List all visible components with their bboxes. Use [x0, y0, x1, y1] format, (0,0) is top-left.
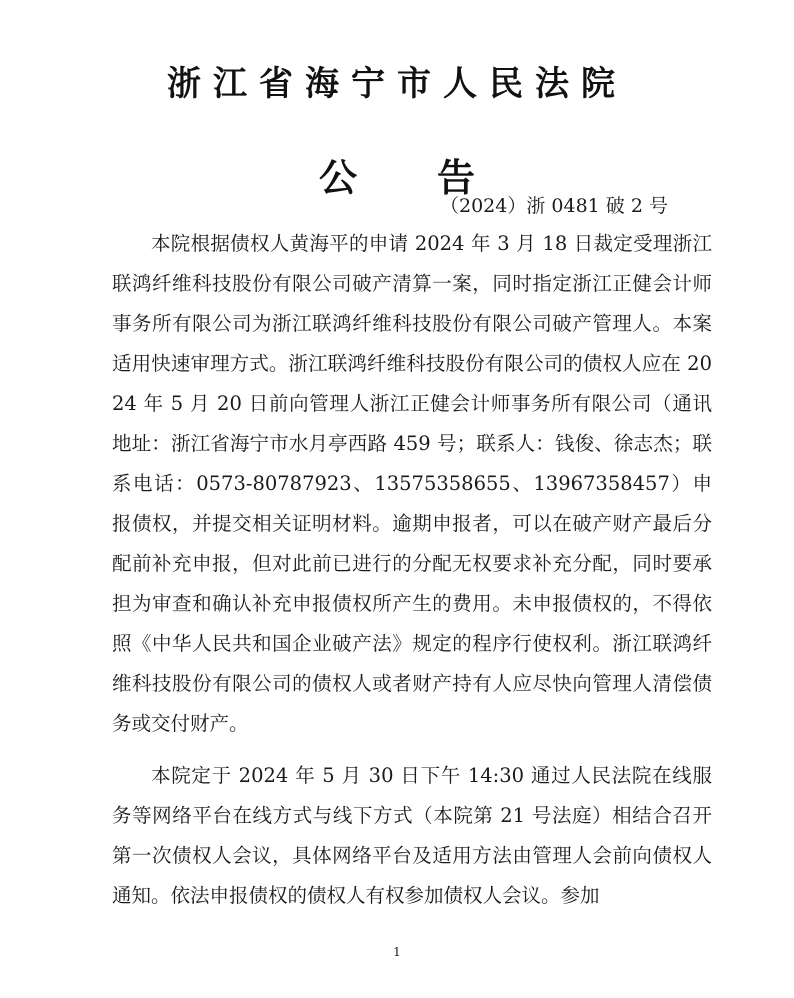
body-paragraph-2: 本院定于 2024 年 5 月 30 日下午 14:30 通过人民法院在线服务等网络平台在线方式与线下方式（本院第 21 号法庭）相结合召开第一次债权人会议，具体网络平台及适用方法由管理人会前向债权人通知。依法申报债权的债权人有权参加债权人会议。参加	[112, 764, 712, 907]
case-number: （2024）浙 0481 破 2 号	[440, 195, 668, 217]
body-paragraph-1: 本院根据债权人黄海平的申请 2024 年 3 月 18 日裁定受理浙江联鸿纤维科技股份有限公司破产清算一案，同时指定浙江正健会计师事务所有限公司为浙江联鸿纤维科技股份有限公司破产管理人。本案适用快速审理方式。浙江联鸿纤维科技股份有限公司的债权人应在 2024 年 5 月 20 日前向管理人浙江正健会计师事务所有限公司（通讯地址：浙江省海宁市水月亭西路 459 号；联系人：钱俊、徐志杰；联系电话：0573-80787923、13575358655、13967358457）申报债权，并提交相关证明材料。逾期申报者，可以在破产财产最后分配前补充申报，但对此前已进行的分配无权要求补充分配，同时要承担为审查和确认补充申报债权所产生的费用。未申报债权的，不得依照《中华人民共和国企业破产法》规定的程序行使权利。浙江联鸿纤维科技股份有限公司的债权人或者财产持有人应尽快向管理人清偿债务或交付财产。	[112, 232, 712, 735]
page-number: 1	[393, 945, 401, 959]
court-name: 浙江省海宁市人民法院	[167, 63, 627, 104]
document-title: 公告	[318, 155, 555, 200]
